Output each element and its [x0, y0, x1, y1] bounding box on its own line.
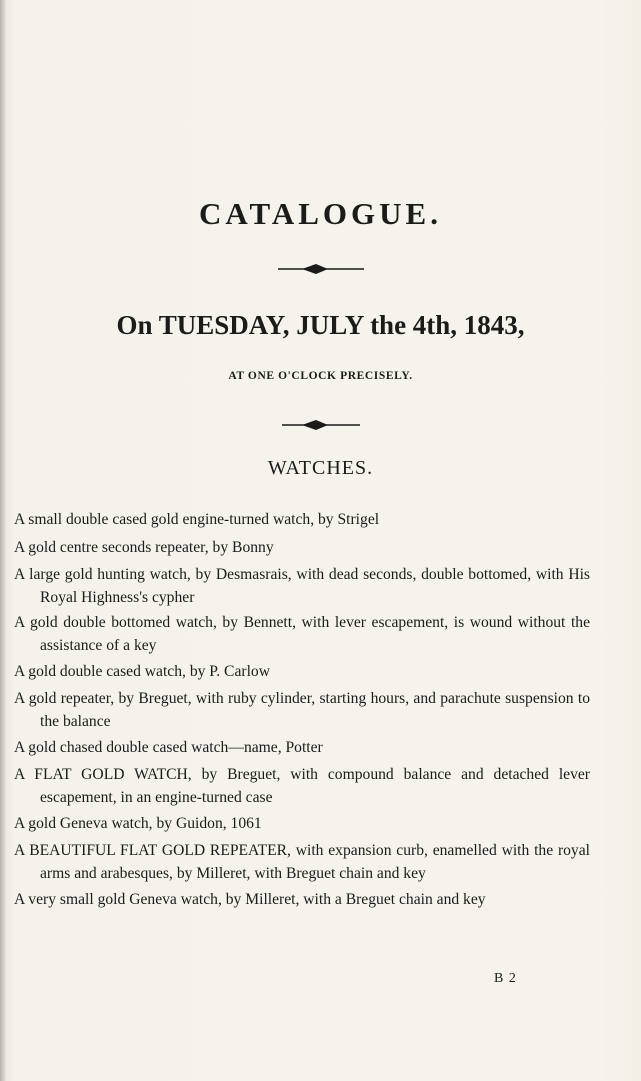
- lot-item: A gold repeater, by Breguet, with ruby cylinder, starting hours, and parachute suspension to the balance: [14, 690, 590, 730]
- lot-item: A small double cased gold engine-turned watch, by Strigel: [14, 511, 380, 528]
- lot-list: [14, 507, 590, 915]
- page-gutter: [0, 0, 6, 1081]
- lot-item: A BEAUTIFUL FLAT GOLD REPEATER, with expansion curb, enamelled with the royal arms and arabesques, by Milleret, with Breguet chain and key: [14, 842, 590, 882]
- ornamental-divider-top: [0, 262, 641, 276]
- lot-item: A very small gold Geneva watch, by Milleret, with a Breguet chain and key: [14, 891, 486, 908]
- lot-item: A gold chased double cased watch—name, Potter: [14, 739, 323, 756]
- sale-time-line: AT ONE O'CLOCK PRECISELY.: [228, 370, 413, 382]
- lot-item: A large gold hunting watch, by Desmasrais, with dead seconds, double bottomed, with His Royal Highness's cypher: [14, 566, 590, 606]
- lot-item: A gold Geneva watch, by Guidon, 1061: [14, 815, 262, 832]
- ornamental-divider-bottom: [0, 418, 641, 432]
- section-heading: WATCHES.: [267, 457, 374, 479]
- lot-item: A FLAT GOLD WATCH, by Breguet, with compound balance and detached lever escapement, in an engine-turned case: [14, 766, 590, 806]
- sale-date-line: On TUESDAY, JULY the 4th, 1843,: [116, 310, 525, 340]
- catalogue-title: CATALOGUE.: [199, 196, 442, 231]
- lot-item: A gold centre seconds repeater, by Bonny: [14, 539, 274, 556]
- lot-item: A gold double bottomed watch, by Bennett, with lever escapement, is wound without the assistance of a key: [14, 614, 590, 654]
- signature-mark: B 2: [494, 971, 517, 986]
- lot-item: A gold double cased watch, by P. Carlow: [14, 663, 270, 680]
